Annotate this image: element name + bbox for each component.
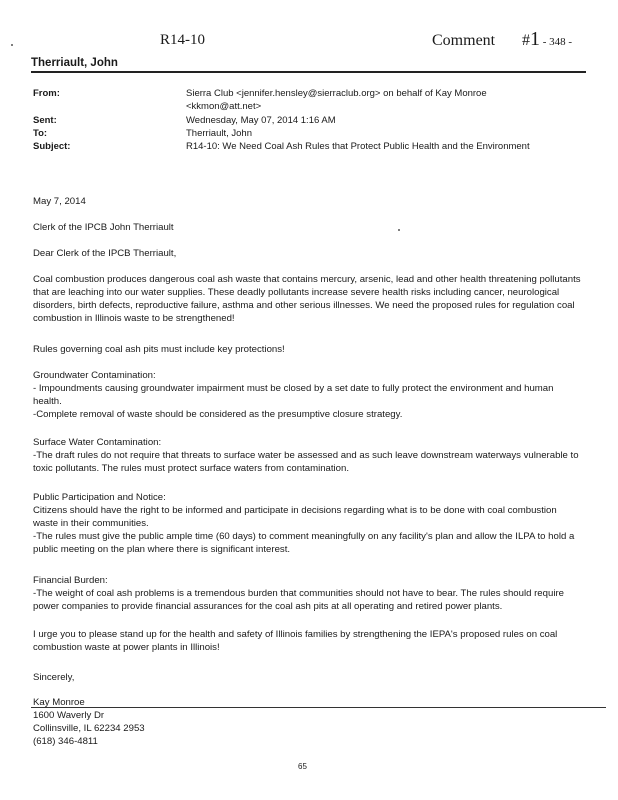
groundwater-heading: Groundwater Contamination:	[33, 370, 156, 381]
scan-speck	[398, 229, 400, 231]
letter-salutation: Dear Clerk of the IPCB Therriault,	[33, 248, 177, 259]
signature-name: Kay Monroe	[33, 697, 85, 708]
sender-name: Therriault, John	[31, 57, 118, 69]
signature-rule	[31, 707, 606, 708]
comment-number-prefix: #	[522, 32, 530, 49]
to-value: Therriault, John	[186, 128, 253, 139]
subject-label: Subject:	[33, 141, 71, 152]
intro-paragraph: Coal combustion produces dangerous coal ash waste that contains mercury, arsenic, lead and other health threatening pollutants that are leaching into our water supplies. These deadly pollutants increase severe health risks including cancer, neurological disorders, birth defects, reproductive failure, asthma and other serious illnesses. We need the proposed rules for regulation coal combustion in Illinois waste to be strengthened!	[33, 274, 581, 324]
docket-number: R14-10	[160, 32, 205, 48]
letter-addressee: Clerk of the IPCB John Therriault	[33, 222, 174, 233]
signature-street: 1600 Waverly Dr	[33, 710, 105, 721]
comment-number-suffix: - 348 -	[540, 36, 573, 48]
public-participation-point-2: -The rules must give the public ample time (60 days) to comment meaningfully on any facility's plan and allow the ILPA to hold a public meeting on the plan where there is significant interest.	[33, 531, 575, 555]
signature-phone: (618) 346-4811	[33, 736, 98, 747]
page-number: 65	[298, 762, 307, 771]
from-value: Sierra Club <jennifer.hensley@sierraclub.org> on behalf of Kay Monroe	[186, 88, 487, 99]
scan-speck	[11, 44, 13, 46]
public-participation-point-1: Citizens should have the right to be informed and participate in decisions regarding what is to be done with coal combustion waste in their communities.	[33, 505, 557, 529]
letter-date: May 7, 2014	[33, 196, 86, 207]
closing-paragraph: I urge you to please stand up for the health and safety of Illinois families by strengthening the IEPA's proposed rules on coal combustion waste at power plants in Illinois!	[33, 629, 558, 653]
financial-burden-heading: Financial Burden:	[33, 575, 108, 586]
public-participation-section	[33, 491, 581, 556]
from-email: <kkmon@att.net>	[186, 101, 262, 112]
groundwater-point-1: - Impoundments causing groundwater impairment must be closed by a set date to fully protect the environment and human health.	[33, 383, 554, 407]
surface-water-heading: Surface Water Contamination:	[33, 437, 162, 448]
public-participation-heading: Public Participation and Notice:	[33, 492, 166, 503]
signature-city: Collinsville, IL 62234 2953	[33, 723, 145, 734]
groundwater-section	[33, 369, 581, 421]
to-label: To:	[33, 128, 48, 139]
groundwater-point-2: -Complete removal of waste should be considered as the presumptive closure strategy.	[33, 409, 403, 420]
financial-burden-point-1: -The weight of coal ash problems is a tremendous burden that communities should not have to bear. The rules should require power companies to provide financial assurances for the coal ash pits at all operating and retired power plants.	[33, 588, 564, 612]
comment-number	[522, 28, 572, 51]
financial-burden-section	[33, 574, 581, 613]
subject-value: R14-10: We Need Coal Ash Rules that Protect Public Health and the Environment	[186, 141, 530, 152]
from-label: From:	[33, 88, 60, 99]
sent-value: Wednesday, May 07, 2014 1:16 AM	[186, 115, 336, 126]
sent-label: Sent:	[33, 115, 57, 126]
comment-number-main: 1	[530, 28, 540, 50]
signoff: Sincerely,	[33, 672, 75, 683]
comment-label: Comment	[432, 32, 496, 49]
header-rule	[31, 71, 586, 73]
rules-line: Rules governing coal ash pits must include key protections!	[33, 344, 285, 355]
signature-block	[33, 696, 581, 748]
surface-water-point-1: -The draft rules do not require that threats to surface water be assessed and as such leave downstream waterways vulnerable to toxic pollutants. The rules must protect surface waters from contamination.	[33, 450, 579, 474]
surface-water-section	[33, 436, 581, 475]
